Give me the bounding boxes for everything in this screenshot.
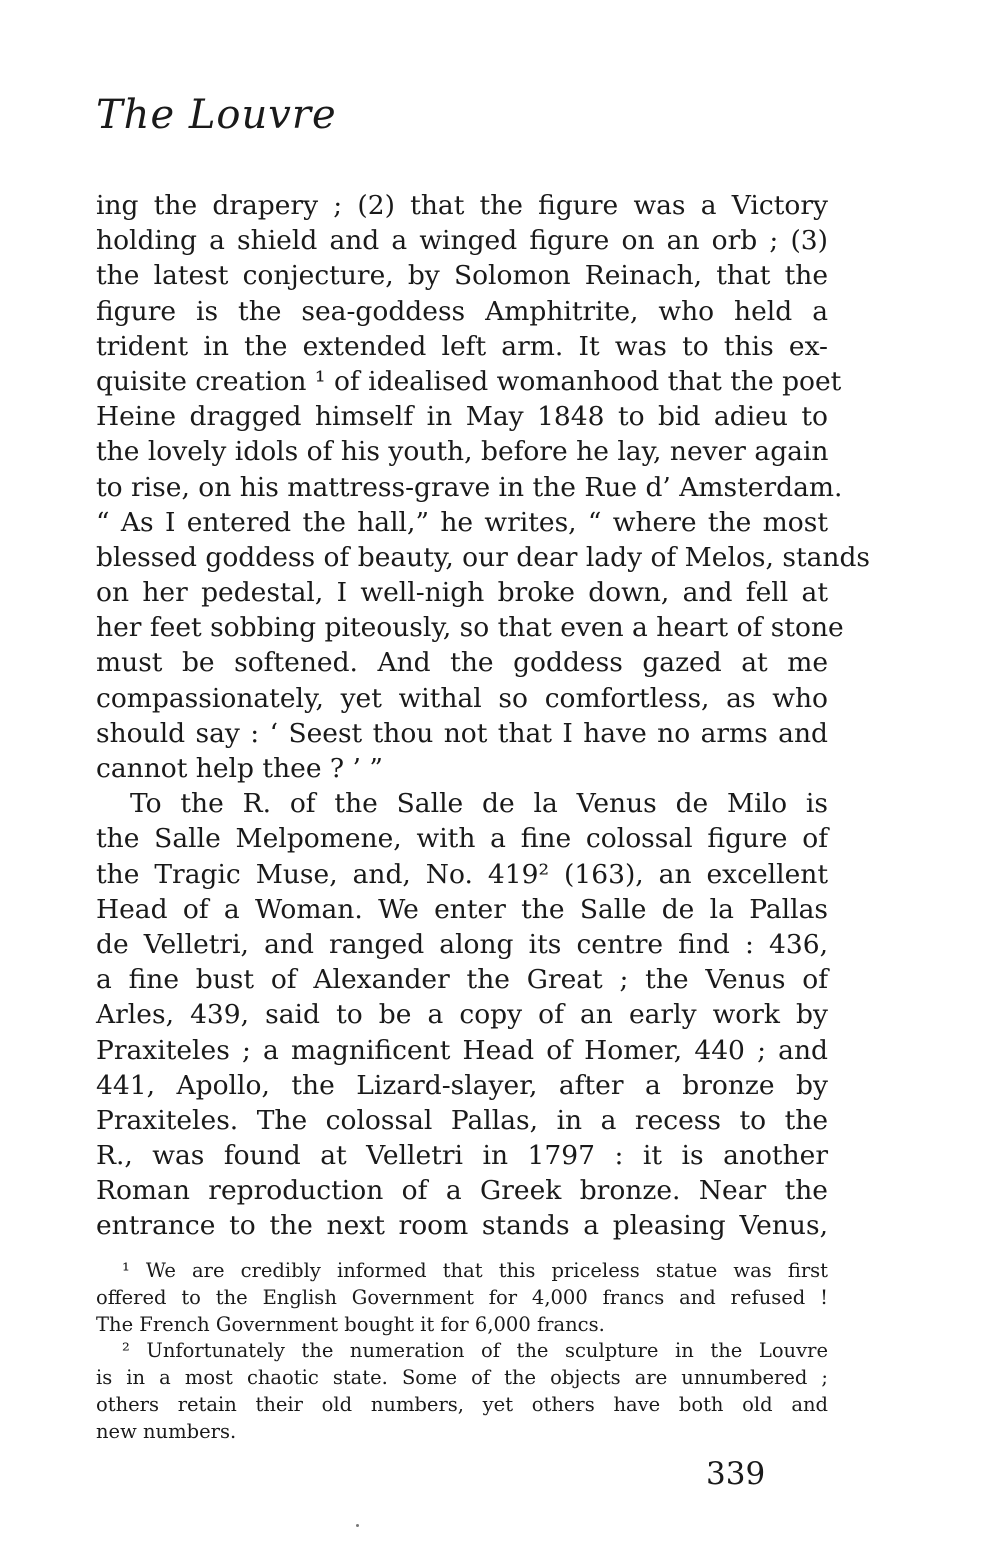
footnote-line: offered to the English Government for 4,000 francs and refused ! <box>96 1285 828 1309</box>
body-line: the lovely idols of his youth, before he lay, never again <box>96 436 829 468</box>
body-line: holding a shield and a winged figure on an orb ; (3) <box>96 225 828 257</box>
body-line: to rise, on his mattress-grave in the Rue d’ Amsterdam. <box>96 471 843 503</box>
footnote-line: ¹ We are credibly informed that this priceless statue was first <box>122 1259 828 1282</box>
body-line: a fine bust of Alexander the Great ; the Venus of <box>96 964 828 996</box>
footnote-line: ² Unfortunately the numeration of the sculpture in the Louvre <box>122 1339 828 1363</box>
footnotes <box>96 1258 828 1446</box>
body-line: To the R. of the Salle de la Venus de Milo is <box>130 788 828 820</box>
body-line: ing the drapery ; (2) that the figure was a Victory <box>96 190 828 221</box>
body-line: Praxiteles ; a magnificent Head of Homer, 440 ; and <box>96 1034 828 1066</box>
body-line: the Tragic Muse, and, No. 419² (163), an excellent <box>96 858 828 890</box>
body-line: quisite creation ¹ of idealised womanhood that the poet <box>96 365 842 397</box>
body-line: Praxiteles. The colossal Pallas, in a recess to the <box>96 1104 828 1136</box>
body-line: Heine dragged himself in May 1848 to bid adieu to <box>96 401 828 433</box>
body-line: the latest conjecture, by Solomon Reinach, that the <box>96 260 828 292</box>
body-line: figure is the sea-goddess Amphitrite, who held a <box>96 295 828 327</box>
body-line: cannot help thee ? ’ ” <box>96 753 383 784</box>
body-line: de Velletri, and ranged along its centre find : 436, <box>96 928 828 960</box>
body-text <box>96 188 871 1244</box>
body-line: should say : ‘ Seest thou not that I have no arms and <box>96 717 828 749</box>
body-line: “ As I entered the hall,” he writes, “ where the most <box>96 506 828 538</box>
page-number: 339 <box>706 1456 766 1492</box>
body-line: the Salle Melpomene, with a fine colossal figure of <box>96 823 828 855</box>
body-line: Roman reproduction of a Greek bronze. Near the <box>96 1175 828 1207</box>
footnote-line: The French Government bought it for 6,000 francs. <box>96 1312 605 1336</box>
body-line: 441, Apollo, the Lizard-slayer, after a bronze by <box>96 1069 828 1101</box>
body-line: Head of a Woman. We enter the Salle de la Pallas <box>96 893 828 925</box>
print-speck <box>356 1524 359 1527</box>
body-line: Arles, 439, said to be a copy of an early work by <box>96 999 828 1031</box>
footnote-line: is in a most chaotic state. Some of the objects are unnumbered ; <box>96 1366 828 1390</box>
footnote-line: others retain their old numbers, yet others have both old and <box>96 1392 828 1416</box>
body-line: on her pedestal, I well-nigh broke down, and fell at <box>96 577 828 609</box>
body-line: her feet sobbing piteously, so that even a heart of stone <box>96 612 844 644</box>
body-line: entrance to the next room stands a pleasing Venus, <box>96 1210 828 1242</box>
body-line: R., was found at Velletri in 1797 : it is another <box>96 1140 828 1172</box>
running-head: The Louvre <box>96 92 337 138</box>
body-line: compassionately, yet withal so comfortless, as who <box>96 682 828 714</box>
body-line: trident in the extended left arm. It was to this ex- <box>96 330 828 362</box>
body-line: must be softened. And the goddess gazed at me <box>96 647 828 679</box>
body-line: blessed goddess of beauty, our dear lady of Melos, stands <box>96 541 871 573</box>
footnote-line: new numbers. <box>96 1419 237 1443</box>
